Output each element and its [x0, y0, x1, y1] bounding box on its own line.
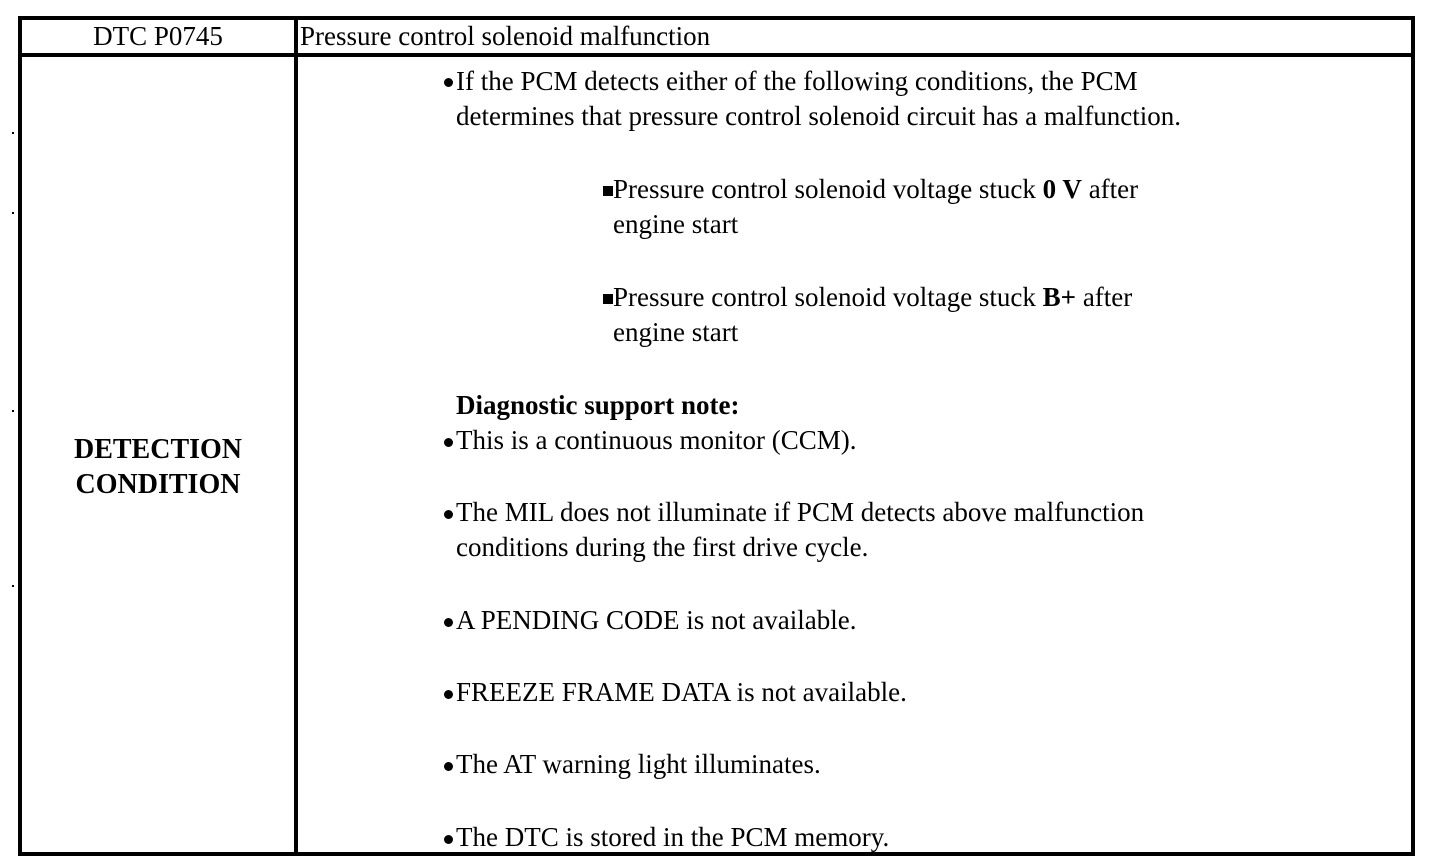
- bullet-icon: [444, 618, 453, 627]
- condition-text-tail: after: [1076, 282, 1133, 312]
- condition-text: Pressure control solenoid voltage stuck: [613, 174, 1043, 204]
- bullet-icon: [444, 762, 453, 771]
- support-note: The AT warning light illuminates.: [456, 749, 821, 779]
- support-note: A PENDING CODE is not available.: [456, 605, 857, 635]
- detection-content: [298, 57, 1411, 852]
- condition-line-2: engine start: [613, 209, 739, 239]
- support-note: The DTC is stored in the PCM memory.: [456, 822, 890, 852]
- square-bullet-icon: [603, 186, 613, 196]
- dtc-code-cell: DTC P0745: [93, 21, 223, 51]
- dtc-table: [18, 16, 1415, 856]
- condition-item: [613, 280, 1132, 350]
- intro-line-1: If the PCM detects either of the following conditions, the PCM: [456, 66, 1138, 96]
- condition-value: 0 V: [1042, 174, 1082, 204]
- intro-line-2: determines that pressure control solenoid circuit has a malfunction.: [456, 101, 1182, 131]
- bullet-icon: [444, 690, 453, 699]
- bullet-icon: [444, 438, 453, 447]
- support-note-line-1: The MIL does not illuminate if PCM detects above malfunction: [456, 497, 1145, 527]
- bullet-icon: [444, 835, 453, 844]
- margin-mark: [12, 410, 14, 412]
- margin-mark: [12, 212, 14, 214]
- margin-mark: [12, 132, 14, 134]
- support-note-line-2: conditions during the first drive cycle.: [456, 532, 869, 562]
- condition-line-2: engine start: [613, 317, 739, 347]
- condition-value: B+: [1042, 282, 1077, 312]
- label-line-2: CONDITION: [75, 468, 241, 500]
- condition-text: Pressure control solenoid voltage stuck: [613, 282, 1043, 312]
- condition-text-tail: after: [1081, 174, 1139, 204]
- square-bullet-icon: [603, 294, 613, 304]
- detection-condition-label: [22, 57, 294, 856]
- bullet-icon: [444, 510, 453, 519]
- support-note: [456, 495, 1144, 565]
- support-note: This is a continuous monitor (CCM).: [456, 425, 857, 455]
- support-note: FREEZE FRAME DATA is not available.: [456, 677, 907, 707]
- intro-text: [456, 64, 1181, 134]
- support-note-heading: Diagnostic support note:: [456, 390, 740, 420]
- condition-item: [613, 172, 1138, 242]
- bullet-icon: [444, 78, 453, 87]
- dtc-title-cell: Pressure control solenoid malfunction: [300, 21, 711, 51]
- margin-mark: [12, 585, 14, 587]
- label-line-1: DETECTION: [73, 433, 243, 465]
